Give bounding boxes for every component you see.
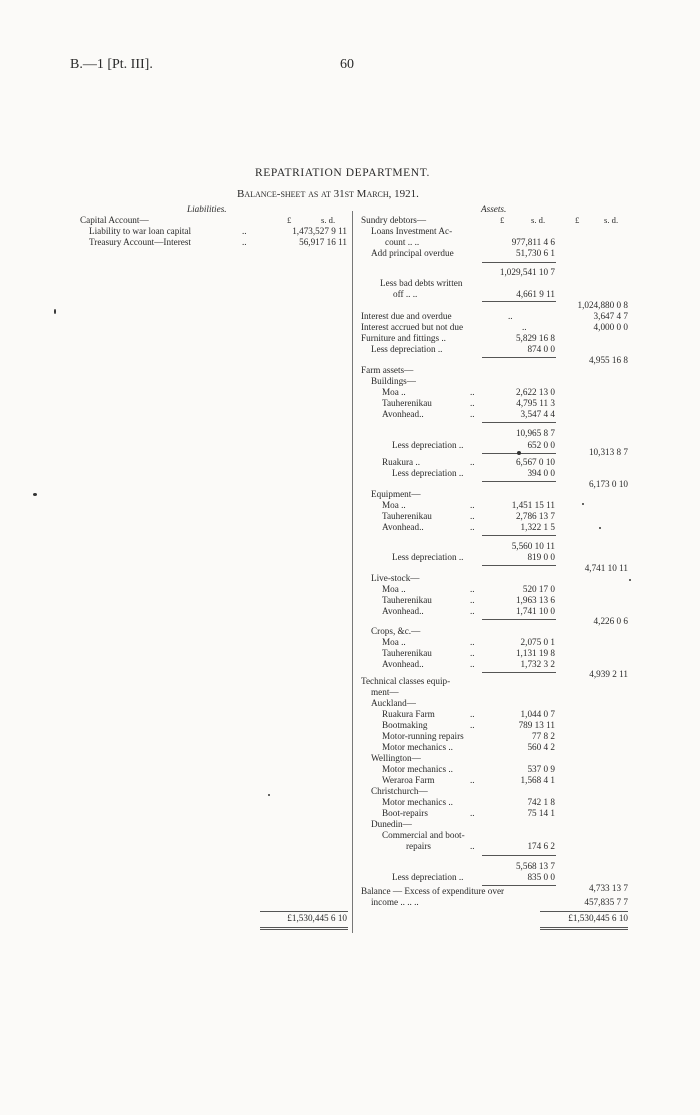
buildings-dep-label: Less depreciation .. [392, 440, 464, 450]
livestock-moa-label: Moa .. [382, 584, 406, 594]
liabilities-heading: Liabilities. [187, 204, 227, 214]
scan-mark [582, 503, 584, 505]
liab-double-rule-2 [260, 929, 348, 930]
buildings-label: Buildings— [371, 376, 416, 386]
dots: .. [470, 522, 475, 532]
equipment-dep-label: Less depreciation .. [392, 552, 464, 562]
buildings-subtotal: 10,965 8 7 [515, 428, 555, 438]
war-loan-label: Liability to war loan capital [89, 226, 192, 236]
liab-sd-header: s. d. [321, 215, 336, 225]
crops-avonhead-label: Avonhead.. [382, 659, 424, 669]
ruakura-farm-amount: 1,044 0 7 [520, 709, 555, 719]
equipment-tauherenikau-label: Tauherenikau [382, 511, 432, 521]
technical-subtotal: 5,568 13 7 [515, 861, 555, 871]
sundry-debtors-label: Sundry debtors— [361, 215, 427, 225]
balance-amount: 457,835 7 7 [584, 897, 628, 907]
bootmaking-amount: 789 13 11 [518, 720, 555, 730]
technical-dep-amount: 835 0 0 [527, 872, 555, 882]
livestock-tauherenikau-amount: 1,963 13 6 [515, 595, 555, 605]
treasury-dots: .. [242, 237, 247, 247]
assets-total: £1,530,445 6 10 [568, 913, 628, 923]
rule [482, 565, 556, 566]
loans-label-2: count .. .. [385, 237, 420, 247]
interest-accrued-dots: .. [522, 322, 527, 332]
equipment-moa-amount: 1,451 15 11 [511, 500, 555, 510]
rule [482, 855, 556, 856]
balance-label-1: Balance — Excess of expenditure over [361, 886, 505, 896]
buildings-net: 10,313 8 7 [588, 447, 628, 457]
livestock-tauherenikau-label: Tauherenikau [382, 595, 432, 605]
ruakura-dep-amount: 394 0 0 [527, 468, 555, 478]
treasury-label: Treasury Account—Interest [89, 237, 191, 247]
rule [482, 422, 556, 423]
furniture-label: Furniture and fittings .. [361, 333, 446, 343]
assets-total-rule [540, 911, 628, 912]
dots: .. [470, 511, 475, 521]
bad-debts-label-1: Less bad debts written [380, 278, 463, 288]
page-number: 60 [340, 57, 354, 72]
equipment-net: 4,741 10 11 [584, 563, 628, 573]
liab-pound-header: £ [287, 215, 292, 225]
weraroa-label: Weraroa Farm [382, 775, 435, 785]
crops-avonhead-amount: 1,732 3 2 [520, 659, 555, 669]
equipment-tauherenikau-amount: 2,786 13 7 [515, 511, 555, 521]
technical-label-1: Technical classes equip- [361, 676, 451, 686]
war-loan-dots: .. [242, 226, 247, 236]
dunedin-label: Dunedin— [371, 819, 412, 829]
rule [482, 619, 556, 620]
interest-accrued-amount: 4,000 0 0 [593, 322, 628, 332]
livestock-avonhead-amount: 1,741 10 0 [515, 606, 555, 616]
dots: .. [470, 500, 475, 510]
crops-net: 4,939 2 11 [589, 669, 628, 679]
assets-sd-header-2: s. d. [604, 215, 619, 225]
rule [482, 301, 556, 302]
dots: .. [470, 659, 475, 669]
sundry-net: 1,024,880 0 8 [577, 300, 628, 310]
motor-mechanics-auckland-label: Motor mechanics .. [382, 742, 453, 752]
document-subtitle: Balance-sheet as at 31st March, 1921. [237, 188, 419, 200]
buildings-tauherenikau-label: Tauherenikau [382, 398, 432, 408]
ruakura-farm-label: Ruakura Farm [382, 709, 435, 719]
assets-heading: Assets. [481, 204, 507, 214]
rule [482, 535, 556, 536]
furniture-amount: 5,829 16 8 [515, 333, 555, 343]
buildings-avonhead-label: Avonhead.. [382, 409, 424, 419]
wellington-label: Wellington— [371, 753, 421, 763]
crops-moa-label: Moa .. [382, 637, 406, 647]
crops-label: Crops, &c.— [371, 626, 421, 636]
furniture-dep-label: Less depreciation .. [371, 344, 443, 354]
christchurch-label: Christchurch— [371, 786, 428, 796]
document-title: REPATRIATION DEPARTMENT. [255, 167, 430, 179]
motor-running-label: Motor-running repairs [382, 731, 464, 741]
scan-mark [599, 527, 601, 529]
liabilities-total: £1,530,445 6 10 [287, 913, 347, 923]
liab-total-rule [260, 911, 348, 912]
scan-mark [54, 309, 56, 314]
dots: .. [470, 841, 475, 851]
rule [482, 262, 556, 263]
buildings-avonhead-amount: 3,547 4 4 [520, 409, 555, 419]
dots: .. [470, 595, 475, 605]
livestock-moa-amount: 520 17 0 [522, 584, 555, 594]
treasury-amount: 56,917 16 11 [299, 237, 347, 247]
assets-double-rule-2 [540, 929, 628, 930]
principal-amount: 51,730 6 1 [515, 248, 555, 258]
farm-assets-label: Farm assets— [361, 365, 414, 375]
commercial-amount: 174 6 2 [527, 841, 555, 851]
weraroa-amount: 1,568 4 1 [520, 775, 555, 785]
dots: .. [470, 637, 475, 647]
assets-pound-header-1: £ [500, 215, 505, 225]
rule [482, 481, 556, 482]
loans-amount: 977,811 4 6 [511, 237, 555, 247]
interest-accrued-label: Interest accrued but not due [361, 322, 464, 332]
dots: .. [470, 457, 475, 467]
dots: .. [470, 709, 475, 719]
dots: .. [470, 398, 475, 408]
dots: .. [470, 606, 475, 616]
boot-repairs-amount: 75 14 1 [527, 808, 555, 818]
commercial-label-1: Commercial and boot- [382, 830, 465, 840]
capital-account-label: Capital Account— [80, 215, 149, 225]
buildings-moa-amount: 2,622 13 0 [515, 387, 555, 397]
boot-repairs-label: Boot-repairs [382, 808, 428, 818]
scan-mark [33, 493, 37, 496]
livestock-avonhead-label: Avonhead.. [382, 606, 424, 616]
motor-mechanics-auckland-amount: 560 4 2 [527, 742, 555, 752]
bad-debts-label-2: off .. .. [393, 289, 418, 299]
equipment-moa-label: Moa .. [382, 500, 406, 510]
dots: .. [470, 775, 475, 785]
sundry-subtotal: 1,029,541 10 7 [499, 267, 555, 277]
technical-dep-label: Less depreciation .. [392, 872, 464, 882]
buildings-moa-label: Moa .. [382, 387, 406, 397]
equipment-dep-amount: 819 0 0 [527, 552, 555, 562]
interest-due-label: Interest due and overdue [361, 311, 452, 321]
interest-due-dots: .. [508, 311, 513, 321]
motor-mechanics-wellington-amount: 537 0 9 [527, 764, 555, 774]
ruakura-dep-label: Less depreciation .. [392, 468, 464, 478]
equipment-avonhead-label: Avonhead.. [382, 522, 424, 532]
crops-tauherenikau-amount: 1,131 19 8 [515, 648, 555, 658]
rule [482, 357, 556, 358]
dots: .. [470, 720, 475, 730]
ink-dot [517, 451, 521, 455]
bootmaking-label: Bootmaking [382, 720, 428, 730]
loans-label-1: Loans Investment Ac- [371, 226, 453, 236]
assets-double-rule-1 [540, 927, 628, 928]
ruakura-amount: 6,567 0 10 [515, 457, 555, 467]
equipment-avonhead-amount: 1,322 1 5 [520, 522, 555, 532]
scan-mark [268, 794, 270, 796]
equipment-label: Equipment— [371, 489, 421, 499]
rule [482, 672, 556, 673]
dots: .. [470, 387, 475, 397]
page-reference: B.—1 [Pt. III]. [70, 57, 153, 72]
motor-mechanics-christchurch-amount: 742 1 8 [527, 797, 555, 807]
dots: .. [470, 808, 475, 818]
commercial-label-2: repairs [406, 841, 431, 851]
technical-net: 4,733 13 7 [588, 883, 628, 893]
auckland-label: Auckland— [371, 698, 416, 708]
livestock-label: Live-stock— [371, 573, 420, 583]
liab-double-rule-1 [260, 927, 348, 928]
bad-debts-amount: 4,661 9 11 [516, 289, 555, 299]
technical-label-2: ment— [371, 687, 399, 697]
crops-tauherenikau-label: Tauherenikau [382, 648, 432, 658]
war-loan-amount: 1,473,527 9 11 [292, 226, 347, 236]
assets-pound-header-2: £ [575, 215, 580, 225]
ruakura-label: Ruakura .. [382, 457, 421, 467]
motor-mechanics-christchurch-label: Motor mechanics .. [382, 797, 453, 807]
assets-sd-header-1: s. d. [531, 215, 546, 225]
dots: .. [470, 409, 475, 419]
equipment-subtotal: 5,560 10 11 [511, 541, 555, 551]
livestock-net: 4,226 0 6 [593, 616, 628, 626]
furniture-net: 4,955 16 8 [588, 355, 628, 365]
ruakura-net: 6,173 0 10 [588, 479, 628, 489]
balance-label-2: income .. .. .. [371, 897, 419, 907]
dots: .. [470, 648, 475, 658]
buildings-tauherenikau-amount: 4,795 11 3 [516, 398, 555, 408]
dots: .. [470, 584, 475, 594]
buildings-dep-amount: 652 0 0 [527, 440, 555, 450]
interest-due-amount: 3,647 4 7 [593, 311, 628, 321]
furniture-dep-amount: 874 0 0 [527, 344, 555, 354]
motor-mechanics-wellington-label: Motor mechanics .. [382, 764, 453, 774]
scan-mark [629, 579, 631, 581]
column-divider [352, 211, 353, 933]
motor-running-amount: 77 8 2 [532, 731, 555, 741]
crops-moa-amount: 2,075 0 1 [520, 637, 555, 647]
principal-label: Add principal overdue [371, 248, 454, 258]
